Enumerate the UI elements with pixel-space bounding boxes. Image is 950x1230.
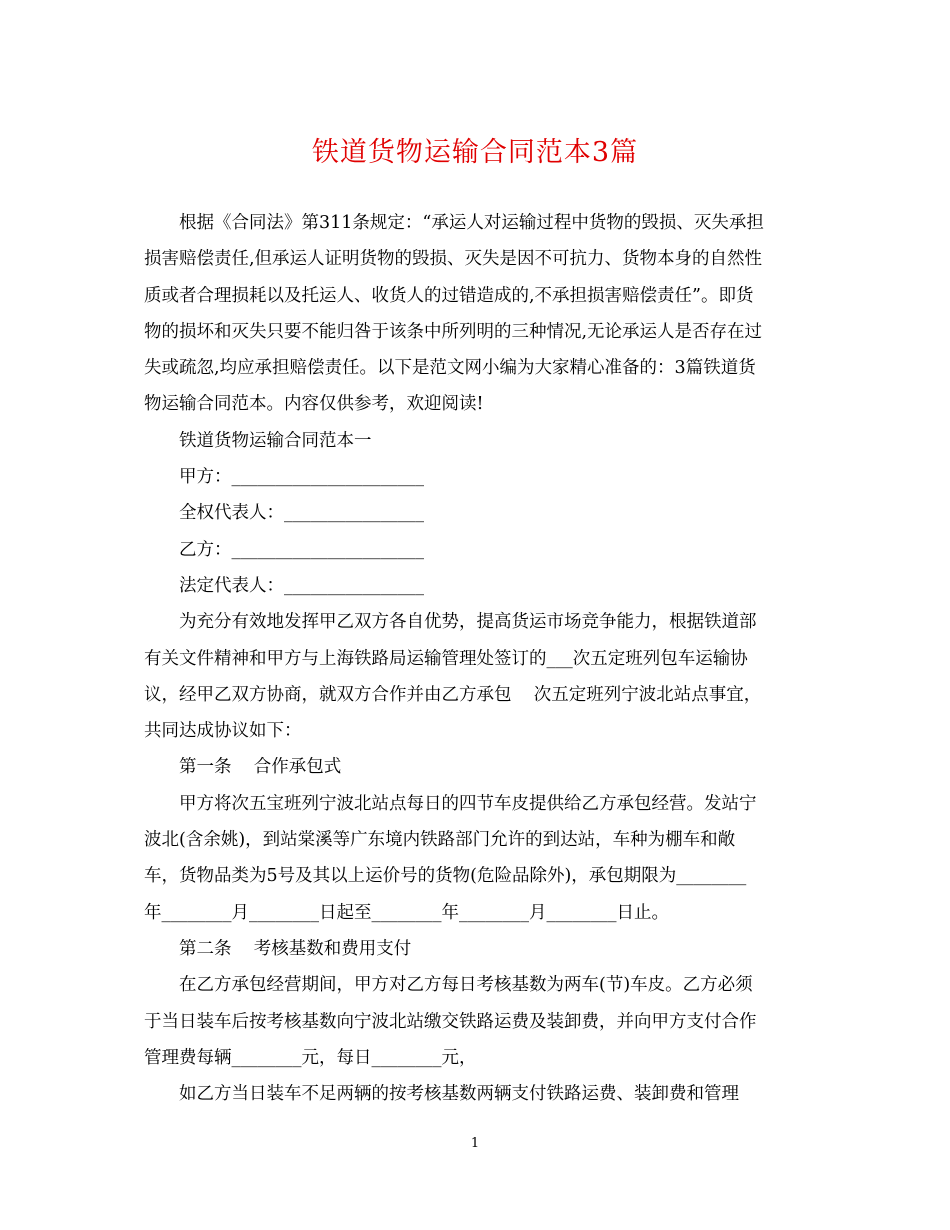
- party-a-field: 甲方：______________________: [179, 467, 424, 488]
- article-heading: 第二条 考核基数和费用支付: [179, 938, 412, 959]
- party-b-field: 乙方：______________________: [179, 539, 424, 560]
- paragraph-line: 于当日装车后按考核基数向宁波北站缴交铁路运费及装卸费，并向甲方支付合作: [144, 1011, 757, 1032]
- paragraph-line: 失或疏忽,均应承担赔偿责任。以下是范文网小编为大家精心准备的：3篇铁道货: [144, 358, 756, 379]
- paragraph-line: 损害赔偿责任,但承运人证明货物的毁损、灭失是因不可抗力、货物本身的自然性: [144, 249, 763, 270]
- legal-rep-field: 法定代表人：________________: [179, 575, 424, 596]
- paragraph-line: 车，货物品类为5号及其以上运价号的货物(危险品除外)，承包期限为________: [144, 866, 747, 887]
- paragraph-line: 为充分有效地发挥甲乙双方各自优势，提高货运市场竞争能力，根据铁道部: [179, 612, 757, 633]
- authorized-rep-field: 全权代表人：________________: [179, 503, 424, 524]
- paragraph-line: 管理费每辆________元，每日________元，: [144, 1047, 477, 1068]
- paragraph-line: 根据《合同法》第311条规定：“承运人对运输过程中货物的毁损、灭失承担: [179, 213, 764, 233]
- page-number: 1: [470, 1136, 480, 1151]
- article-heading: 第一条 合作承包式: [179, 757, 342, 778]
- paragraph-line: 议，经甲乙双方协商，就双方合作并由乙方承包 次五定班列宁波北站点事宜，: [144, 684, 762, 705]
- paragraph-line: 波北(含余姚)，到站棠溪等广东境内铁路部门允许的到达站，车种为棚车和敞: [144, 830, 736, 851]
- paragraph-line: 物的损坏和灭失只要不能归咎于该条中所列明的三种情况,无论承运人是否存在过: [144, 321, 763, 342]
- paragraph-line: 年________月________日起至________年________月________日止。: [144, 902, 669, 923]
- document-title: 铁道货物运输合同范本3篇: [311, 137, 639, 168]
- paragraph-line: 物运输合同范本。内容仅供参考，欢迎阅读!: [144, 394, 484, 415]
- paragraph-line: 有关文件精神和甲方与上海铁路局运输管理处签订的___次五定班列包车运输协: [144, 648, 748, 669]
- section-heading: 铁道货物运输合同范本一: [179, 430, 372, 451]
- paragraph-line: 甲方将次五宝班列宁波北站点每日的四节车皮提供给乙方承包经营。发站宁: [179, 793, 757, 814]
- paragraph-line: 质或者合理损耗以及托运人、收货人的过错造成的,不承担损害赔偿责任”。即货: [144, 285, 754, 306]
- document-body: [144, 205, 804, 1112]
- paragraph-line: 在乙方承包经营期间，甲方对乙方每日考核基数为两车(节)车皮。乙方必须: [179, 975, 753, 996]
- paragraph-line: 如乙方当日装车不足两辆的按考核基数两辆支付铁路运费、装卸费和管理: [179, 1084, 739, 1105]
- paragraph-line: 共同达成协议如下：: [144, 721, 302, 742]
